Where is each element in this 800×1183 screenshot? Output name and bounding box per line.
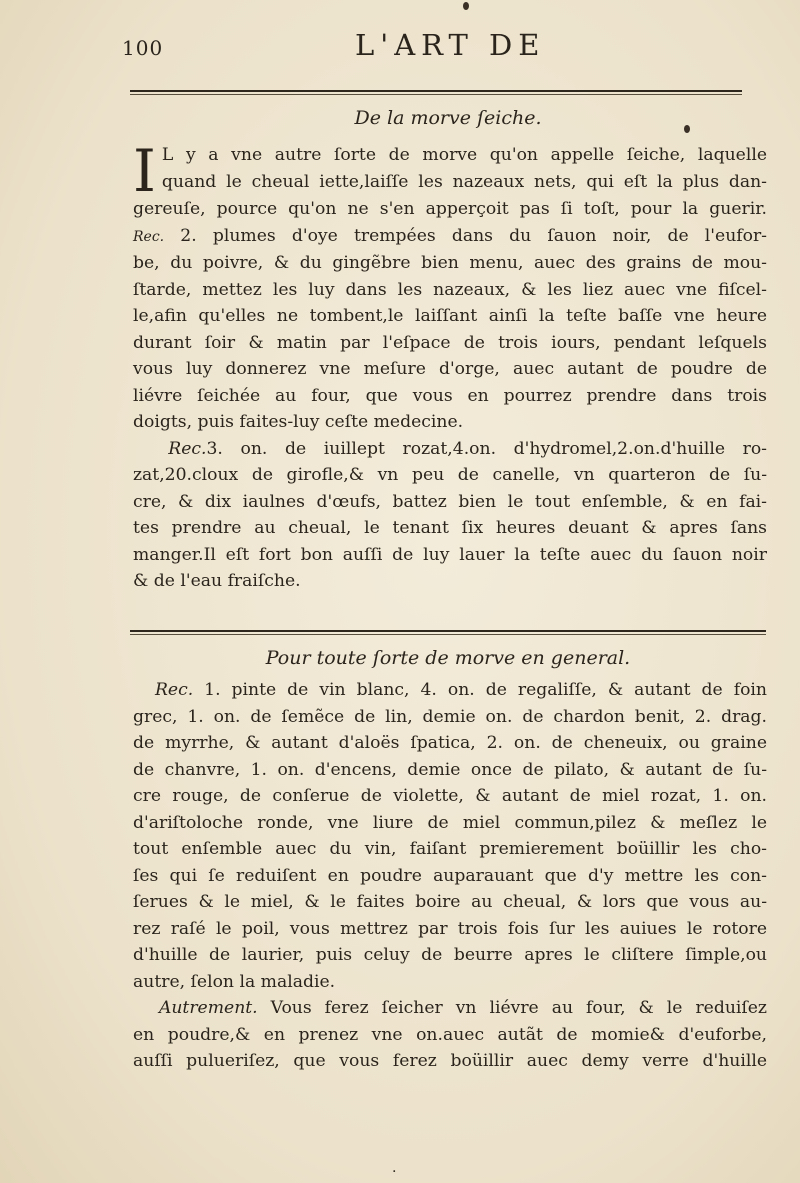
alternative-label: Autrement.: [158, 998, 258, 1018]
text-line: tes prendre au cheual, le tenant ſix heures deuant & apres ſans: [133, 518, 767, 538]
recipe-label: Rec.: [154, 680, 194, 700]
text-line: ſtarde, mettez les luy dans les nazeaux, & les liez auec vne fiſcel-: [133, 279, 767, 300]
text-line: durant ſoir & matin par l'eſpace de trois iours, pendant leſquels: [133, 332, 767, 353]
section-body-morve-seiche: [133, 137, 767, 595]
section-body-morve-general: [133, 677, 767, 1075]
ink-spot: [463, 2, 469, 10]
text-line: doigts, puis faites-luy ceſte medecine.: [133, 412, 464, 432]
drop-cap: I: [133, 137, 156, 205]
header-rule: [130, 90, 742, 92]
text-line: tout enſemble auec du vin, faiſant premierement boüillir les cho-: [133, 839, 767, 859]
alternative-paragraph: [133, 995, 767, 1075]
text-line: Rec. 1. pinte de vin blanc, 4. on. de regaliſſe, & autant de foin: [154, 680, 767, 700]
text-line: liévre ſeichée au four, que vous en pourrez prendre dans trois: [133, 385, 767, 406]
footer-mark: .: [392, 1160, 397, 1176]
text-line: cre rouge, de conſerue de violette, & autant de miel rozat, 1. on.: [133, 786, 767, 806]
text-line: de chanvre, 1. on. d'encens, demie once de pilato, & autant de ſu-: [133, 759, 767, 780]
text-line: manger.Il eſt fort bon auſſi de luy lauer la teſte auec du ſauon noir: [133, 544, 767, 565]
text-line: autre, ſelon la maladie.: [133, 971, 336, 992]
text-line: be, du poivre, & du gingẽbre bien menu, auec des grains de mou-: [133, 253, 767, 273]
text-line: auſſi pulueriſez, que vous ferez boüillir auec demy verre d'huille: [133, 1051, 767, 1071]
text-line: d'huille de laurier, puis celuy de beurre apres le cliſtere ſimple,ou: [133, 945, 767, 965]
text-line: rez raſé le poil, vous mettrez par trois fois ſur les auiues le rotore: [133, 918, 767, 939]
text-line: Autrement. Vous ferez ſeicher vn liévre au four, & le reduiſez: [158, 998, 767, 1018]
text-line: quand le cheual iette,laiſſe les nazeaux nets, qui eſt la plus dan-: [161, 171, 767, 192]
section-title-morve-general: Pour toute ſorte de morve en general.: [265, 647, 631, 669]
text-line: Rec.3. on. de iuillept rozat,4.on. d'hydromel,2.on.d'huille ro-: [168, 438, 767, 459]
running-title: L'ART DE: [355, 28, 546, 62]
section-divider: [130, 630, 766, 632]
section-divider-thin: [130, 634, 766, 635]
text-line: gereuſe, pource qu'on ne s'en apperçoit pas ſi toſt, pour la guerir.: [133, 199, 767, 219]
text-line: cre, & dix iaulnes d'œufs, battez bien le tout enſemble, & en fai-: [133, 491, 767, 512]
text-line: en poudre,& en prenez vne on.auec autãt de momie& d'euforbe,: [133, 1024, 767, 1045]
text-line: ſes qui ſe reduiſent en poudre auparauant que d'y mettre les con-: [133, 865, 767, 886]
header-rule-thin: [130, 94, 742, 95]
recipe-paragraph-1: [133, 223, 767, 436]
recipe-paragraph-2: [133, 436, 767, 595]
text-line: de myrrhe, & autant d'aloës ſpatica, 2. on. de cheneuix, ou graine: [133, 733, 767, 753]
text-line: zat,20.cloux de girofle,& vn peu de canelle, vn quarteron de ſu-: [133, 465, 767, 485]
page-header: [0, 28, 800, 68]
text-line: grec, 1. on. de ſemẽce de lin, demie on. de chardon benit, 2. drag.: [133, 706, 767, 727]
recipe-label: Rec.: [133, 228, 165, 245]
text-line: ſerues & le miel, & le faites boire au cheual, & lors que vous au-: [133, 892, 767, 912]
text-line: le,afin qu'elles ne tombent,le laiſſant ainſi la teſte baſſe vne heure: [133, 306, 767, 326]
recipe-label: Rec.: [168, 438, 207, 459]
section-title-morve-seiche: De la morve ſeiche.: [354, 107, 542, 129]
text-line: & de l'eau fraiſche.: [133, 571, 301, 591]
recipe-paragraph-3: [133, 677, 767, 995]
text-line: Rec. 2. plumes d'oye trempées dans du ſauon noir, de l'eufor-: [133, 225, 767, 246]
text-line: d'ariſtoloche ronde, vne liure de miel commun,pilez & meſlez le: [133, 812, 767, 833]
text-line: vous luy donnerez vne meſure d'orge, auec autant de poudre de: [133, 359, 767, 379]
page-number: 100: [122, 36, 164, 60]
intro-paragraph: [133, 137, 767, 223]
ink-spot: [684, 125, 690, 133]
text-line: L y a vne autre ſorte de morve qu'on appelle ſeiche, laquelle: [161, 145, 767, 165]
